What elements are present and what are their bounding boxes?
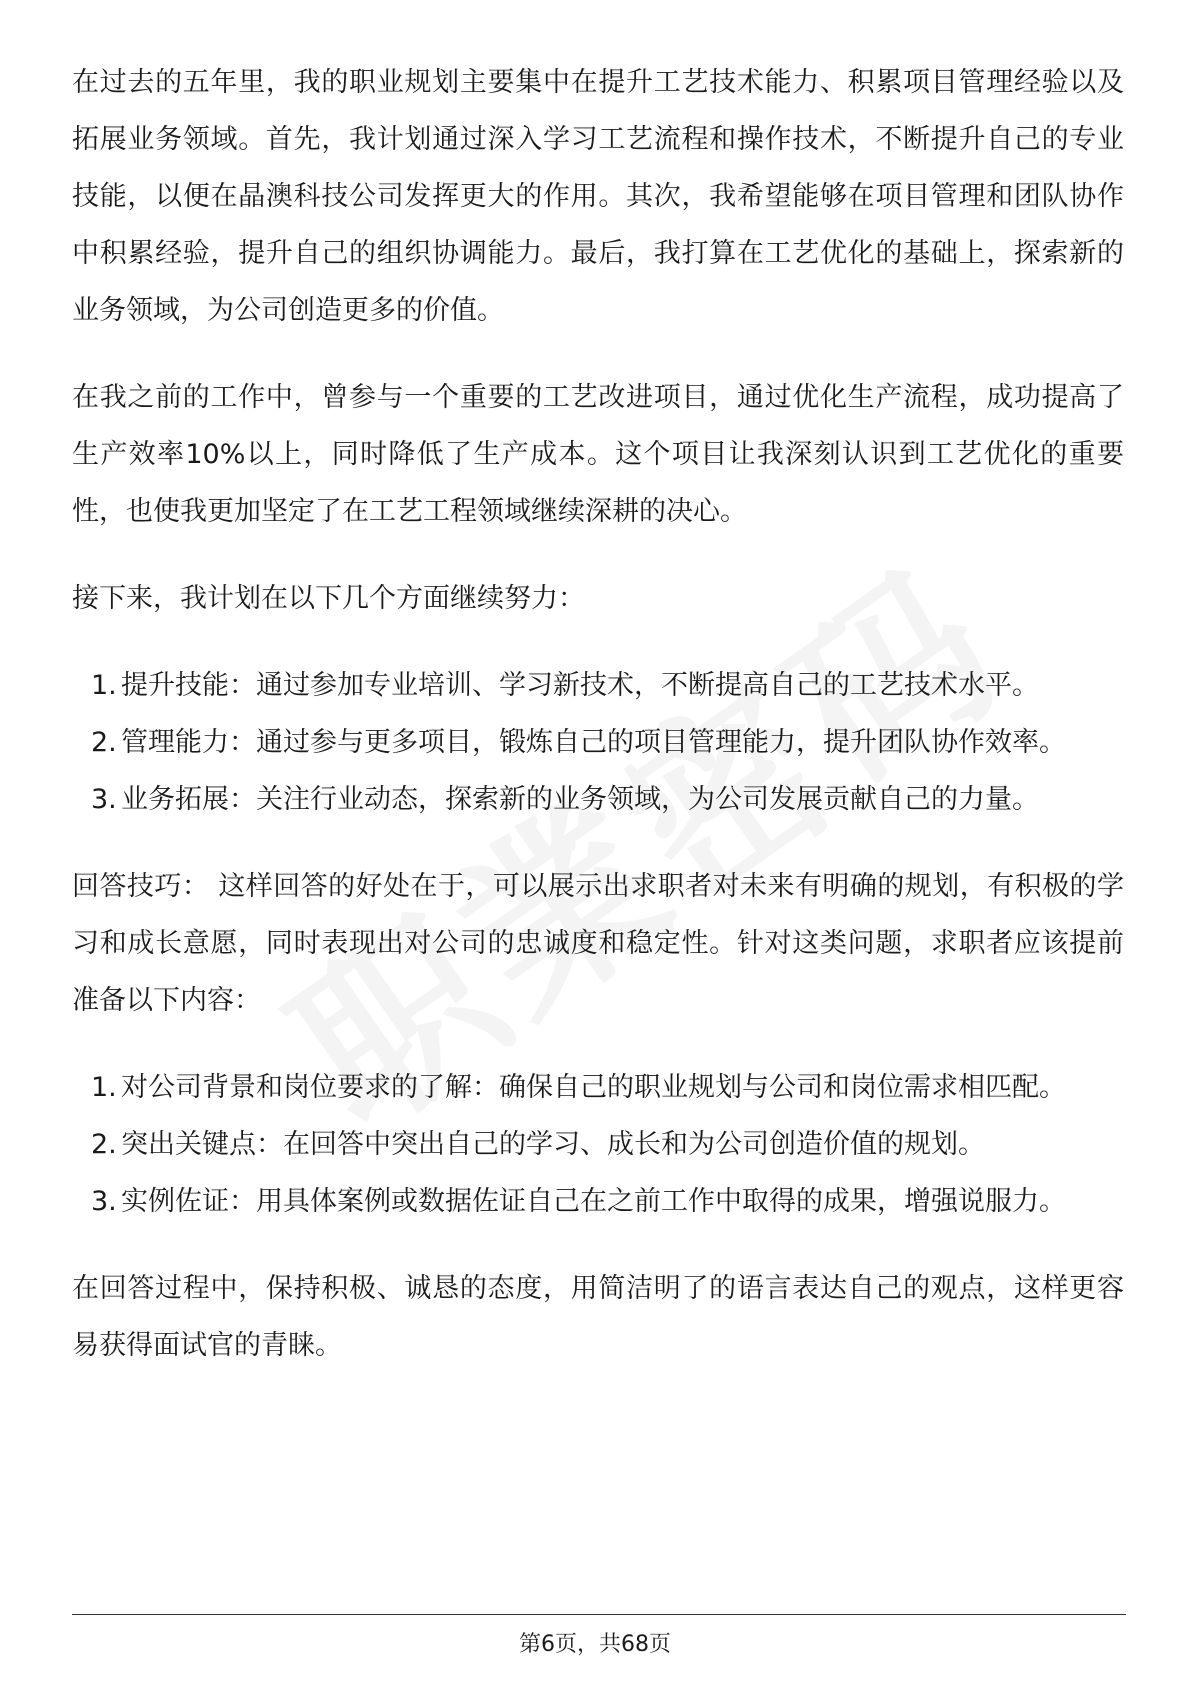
list-item (72, 714, 1124, 771)
list-item-text: 业务拓展：关注行业动态，探索新的业务领域，为公司发展贡献自己的力量。 (121, 784, 1039, 815)
preparation-list (72, 1059, 1124, 1230)
list-item (72, 771, 1124, 828)
paragraph-past-project: 在我之前的工作中，曾参与一个重要的工艺改进项目，通过优化生产流程，成功提高了生产效率10%以上，同时降低了生产成本。这个项目让我深刻认识到工艺优化的重要性，也使我更加坚定了在工艺工程领域继续深耕的决心。 (72, 382, 1124, 527)
list-item-text: 管理能力：通过参与更多项目，锻炼自己的项目管理能力，提升团队协作效率。 (121, 727, 1066, 758)
list-item-number: 2. (91, 727, 117, 758)
list-item-text: 提升技能：通过参加专业培训、学习新技术，不断提高自己的工艺技术水平。 (121, 670, 1039, 701)
paragraph-next-steps-intro: 接下来，我计划在以下几个方面继续努力： (72, 583, 585, 614)
list-item-number: 2. (91, 1129, 117, 1160)
document-body (72, 54, 1124, 1404)
list-item (72, 1059, 1124, 1116)
page-number: 第6页，共68页 (519, 1632, 671, 1657)
paragraph-closing: 在回答过程中，保持积极、诚恳的态度，用简洁明了的语言表达自己的观点，这样更容易获得面试官的青睐。 (72, 1273, 1124, 1361)
list-item-text: 实例佐证：用具体案例或数据佐证自己在之前工作中取得的成果，增强说服力。 (121, 1186, 1066, 1217)
list-item-number: 1. (91, 1072, 117, 1103)
footer-divider (72, 1614, 1126, 1615)
paragraph-career-plan: 在过去的五年里，我的职业规划主要集中在提升工艺技术能力、积累项目管理经验以及拓展业务领域。首先，我计划通过深入学习工艺流程和操作技术，不断提升自己的专业技能，以便在晶澳科技公司发挥更大的作用。其次，我希望能够在项目管理和团队协作中积累经验，提升自己的组织协调能力。最后，我打算在工艺优化的基础上，探索新的业务领域，为公司创造更多的价值。 (72, 67, 1124, 326)
next-steps-list (72, 657, 1124, 828)
list-item (72, 1173, 1124, 1230)
list-item-number: 1. (91, 670, 117, 701)
list-item-number: 3. (91, 1186, 117, 1217)
list-item-text: 突出关键点：在回答中突出自己的学习、成长和为公司创造价值的规划。 (121, 1129, 985, 1160)
list-item (72, 1116, 1124, 1173)
paragraph-answer-tips: 回答技巧： 这样回答的好处在于，可以展示出求职者对未来有明确的规划，有积极的学习和成长意愿，同时表现出对公司的忠诚度和稳定性。针对这类问题，求职者应该提前准备以下内容： (72, 871, 1124, 1016)
list-item-number: 3. (91, 784, 117, 815)
list-item-text: 对公司背景和岗位要求的了解：确保自己的职业规划与公司和岗位需求相匹配。 (121, 1072, 1066, 1103)
list-item (72, 657, 1124, 714)
